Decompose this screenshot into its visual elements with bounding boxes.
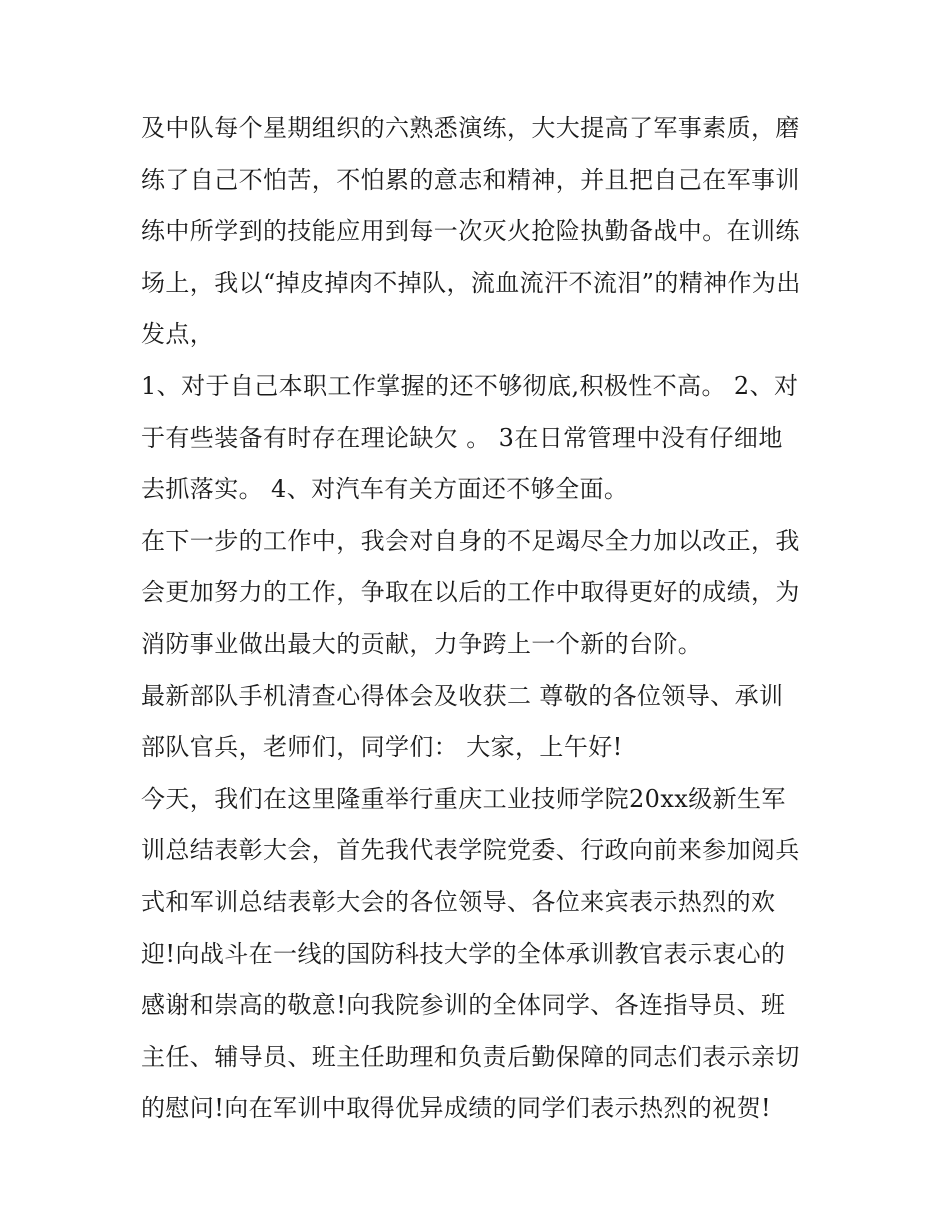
text-line: 去抓落实。 4、对汽车有关方面还不够全面。 [141, 475, 629, 504]
document-body [141, 103, 813, 1135]
text-line: 于有些装备有时存在理论缺欠 。 3在日常管理中没有仔细地 [141, 423, 783, 452]
text-line: 会更加努力的工作，争取在以后的工作中取得更好的成绩，为 [141, 578, 800, 607]
text-line: 感谢和崇高的敬意!向我院参训的全体同学、各连指导员、班 [141, 991, 786, 1020]
text-line: 的慰问!向在军训中取得优异成绩的同学们表示热烈的祝贺! [141, 1094, 772, 1123]
text-line: 部队官兵，老师们，同学们： 大家，上午好! [141, 733, 623, 762]
text-line: 式和军训总结表彰大会的各位领导、各位来宾表示热烈的欢 [141, 887, 776, 916]
text-line: 练了自己不怕苦，不怕累的意志和精神，并且把自己在军事训 [141, 165, 800, 194]
text-line: 场上，我以“掉皮掉肉不掉队，流血流汗不流泪”的精神作为出 [141, 268, 801, 297]
text-line: 训总结表彰大会，首先我代表学院党委、行政向前来参加阅兵 [141, 836, 800, 865]
text-line: 1、对于自己本职工作掌握的还不够彻底,积极性不高。 2、对 [141, 371, 799, 400]
text-line: 及中队每个星期组织的六熟悉演练，大大提高了军事素质，磨 [141, 114, 800, 142]
text-line: 在下一步的工作中，我会对自身的不足竭尽全力加以改正，我 [141, 526, 800, 555]
text-line: 今天，我们在这里隆重举行重庆工业技师学院20xx级新生军 [141, 784, 786, 813]
text-line: 主任、辅导员、班主任助理和负责后勤保障的同志们表示亲切 [141, 1042, 800, 1071]
text-line: 迎!向战斗在一线的国防科技大学的全体承训教官表示衷心的 [141, 939, 786, 968]
text-line: 练中所学到的技能应用到每一次灭火抢险执勤备战中。在训练 [141, 217, 800, 246]
text-line: 发点， [141, 320, 215, 349]
text-line: 最新部队手机清查心得体会及收获二 尊敬的各位领导、承训 [141, 681, 784, 710]
text-line: 消防事业做出最大的贡献，力争跨上一个新的台阶。 [141, 629, 703, 658]
